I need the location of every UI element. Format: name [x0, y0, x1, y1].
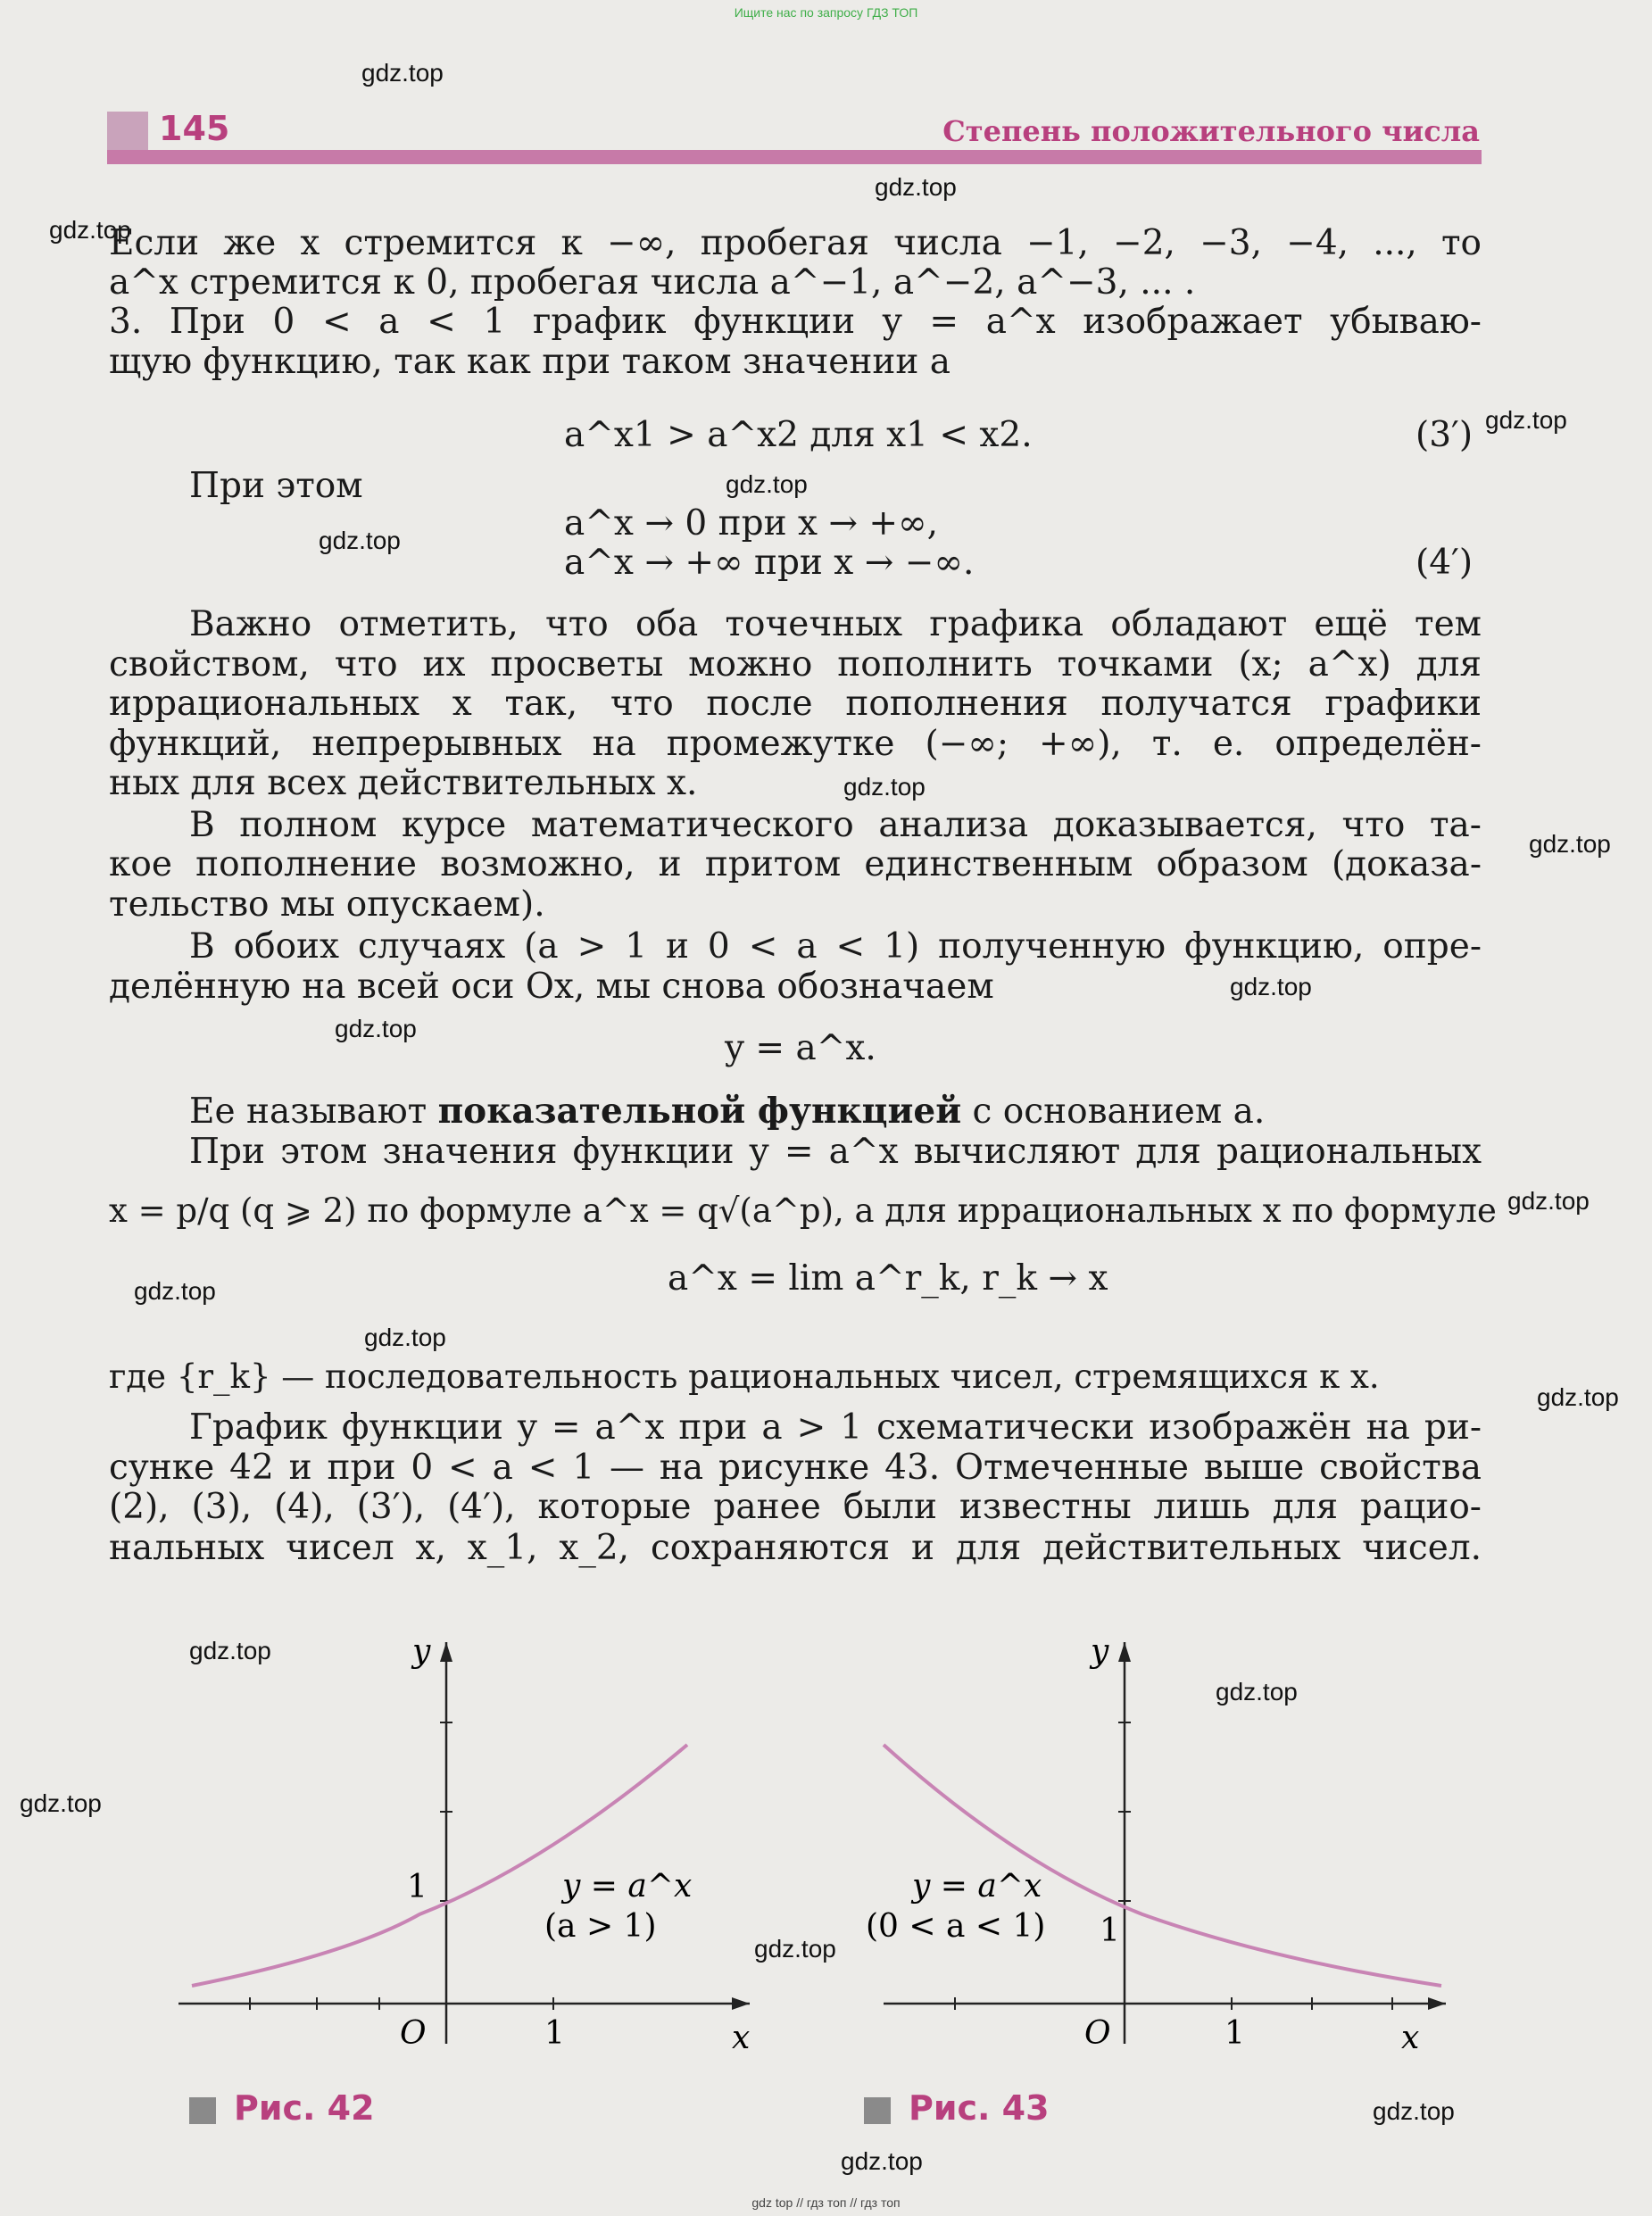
- header-divider: [107, 150, 1482, 164]
- tick-x-label: 1: [544, 2015, 565, 2052]
- watermark: gdz.top: [49, 216, 131, 244]
- formula-tag: (3′): [1415, 415, 1474, 455]
- text-line: щую функцию, так как при таком значении a: [109, 342, 951, 382]
- tick-x-label: 1: [1224, 2015, 1245, 2052]
- formula-4prime-b: a^x → +∞ при x → −∞.: [564, 543, 975, 583]
- watermark: gdz.top: [1507, 1187, 1590, 1215]
- watermark: gdz.top: [843, 773, 926, 801]
- watermark: gdz.top: [1529, 830, 1611, 858]
- text-span: с основанием a.: [961, 1091, 1266, 1132]
- curve-condition: (0 < a < 1): [866, 1908, 1046, 1945]
- formula-tag: (4′): [1415, 543, 1474, 583]
- origin-label: O: [400, 2015, 427, 2052]
- x-axis-label: x: [732, 2020, 751, 2053]
- text-line: сунке 42 и при 0 < a < 1 — на рисунке 43. Отмеченные выше свойства: [109, 1448, 1482, 1488]
- watermark: gdz.top: [754, 1935, 836, 1963]
- text-line: иррациональных x так, что после пополнения получатся графики: [109, 684, 1482, 724]
- watermark: gdz.top: [1373, 2097, 1455, 2125]
- text-span: Ее называют: [189, 1091, 438, 1132]
- text-line: Если же x стремится к −∞, пробегая числа −1, −2, −3, −4, ..., то: [109, 223, 1482, 263]
- text-line: тельство мы опускаем).: [109, 884, 545, 925]
- top-note: Ищите нас по запросу ГДЗ ТОП: [734, 5, 918, 20]
- origin-label: O: [1084, 2015, 1111, 2052]
- formula-limit: a^x = lim a^r_k, r_k → x: [668, 1258, 1108, 1299]
- tick-y-label: 1: [407, 1869, 428, 1905]
- curve-label: y = a^x: [562, 1868, 693, 1905]
- tick-y-label: 1: [1100, 1913, 1120, 1949]
- figure-43-caption: Рис. 43: [909, 2088, 1050, 2128]
- y-axis-arrow-icon: [1118, 1642, 1131, 1662]
- text-line: ных для всех действительных x.: [109, 763, 698, 803]
- text-line: где {r_k} — последовательность рациональных чисел, стремящихся к x.: [109, 1357, 1380, 1396]
- watermark: gdz.top: [361, 59, 444, 87]
- watermark: gdz.top: [726, 470, 808, 498]
- watermark: gdz.top: [319, 527, 401, 554]
- figure-42-graph: [170, 1624, 794, 2053]
- text-line: В полном курсе математического анализа доказывается, что та-: [189, 805, 1482, 845]
- running-title: Степень положительного числа: [942, 114, 1480, 148]
- watermark: gdz.top: [1216, 1678, 1298, 1706]
- text-line: В обоих случаях (a > 1 и 0 < a < 1) полученную функцию, опре-: [189, 926, 1482, 967]
- watermark: gdz.top: [335, 1015, 417, 1042]
- text-line: нальных чисел x, x_1, x_2, сохраняются и для действительных чисел.: [109, 1528, 1482, 1568]
- watermark: gdz.top: [1537, 1383, 1619, 1411]
- watermark: gdz.top: [20, 1789, 102, 1817]
- text-line: При этом значения функции y = a^x вычисляют для рациональных: [189, 1132, 1482, 1172]
- curve-condition: (a > 1): [544, 1908, 657, 1945]
- watermark: gdz.top: [364, 1324, 446, 1351]
- watermark: gdz.top: [134, 1277, 216, 1305]
- page-number-square-icon: [107, 112, 148, 153]
- text-line: График функции y = a^x при a > 1 схематически изображён на ри-: [189, 1407, 1482, 1448]
- text-line: При этом: [189, 466, 363, 506]
- formula-4prime-a: a^x → 0 при x → +∞,: [564, 503, 938, 544]
- page-number: 145: [159, 109, 230, 148]
- watermark: gdz.top: [1230, 973, 1312, 1000]
- x-axis-arrow-icon: [732, 1997, 750, 2010]
- formula-3prime: a^x1 > a^x2 для x1 < x2.: [564, 415, 1033, 455]
- y-axis-label: y: [412, 1633, 431, 1670]
- exponential-decay-curve: [884, 1745, 1441, 1986]
- text-line: x = p/q (q ⩾ 2) по формуле a^x = q√(a^p), а для иррациональных x по формуле: [109, 1191, 1497, 1230]
- text-line: 3. При 0 < a < 1 график функции y = a^x изображает убываю-: [109, 302, 1482, 342]
- text-line: Важно отметить, что оба точечных графика обладают ещё тем: [189, 604, 1482, 644]
- text-line: (2), (3), (4), (3′), (4′), которые ранее были известны лишь для рацио-: [109, 1487, 1482, 1527]
- figure-caption-square-icon: [864, 2097, 891, 2124]
- text-line: [189, 1091, 1482, 1133]
- formula-main: y = a^x.: [725, 1028, 876, 1068]
- figure-caption-square-icon: [189, 2097, 216, 2124]
- text-line: a^x стремится к 0, пробегая числа a^−1, a^−2, a^−3, ... .: [109, 262, 1196, 303]
- y-axis-arrow-icon: [440, 1642, 452, 1662]
- text-line: свойством, что их просветы можно пополнить точками (x; a^x) для: [109, 644, 1482, 685]
- y-axis-label: y: [1091, 1633, 1109, 1670]
- watermark: gdz.top: [1485, 406, 1567, 434]
- figure-43-graph: [857, 1624, 1482, 2053]
- bottom-note: gdz top // гдз топ // гдз топ: [751, 2195, 901, 2210]
- watermark: gdz.top: [875, 173, 957, 201]
- x-axis-arrow-icon: [1428, 1997, 1446, 2010]
- term-bold: показательной функцией: [437, 1091, 962, 1132]
- figure-42-caption: Рис. 42: [234, 2088, 375, 2128]
- ticks: [250, 1722, 553, 2010]
- watermark: gdz.top: [841, 2147, 923, 2175]
- x-axis-label: x: [1401, 2020, 1420, 2053]
- text-line: кое пополнение возможно, и притом единственным образом (доказа-: [109, 844, 1482, 884]
- watermark: gdz.top: [189, 1637, 271, 1664]
- text-line: делённую на всей оси Ox, мы снова обозначаем: [109, 967, 994, 1007]
- text-line: функций, непрерывных на промежутке (−∞; +∞), т. е. определён-: [109, 724, 1482, 764]
- exponential-growth-curve: [192, 1745, 687, 1986]
- curve-label: y = a^x: [912, 1868, 1042, 1905]
